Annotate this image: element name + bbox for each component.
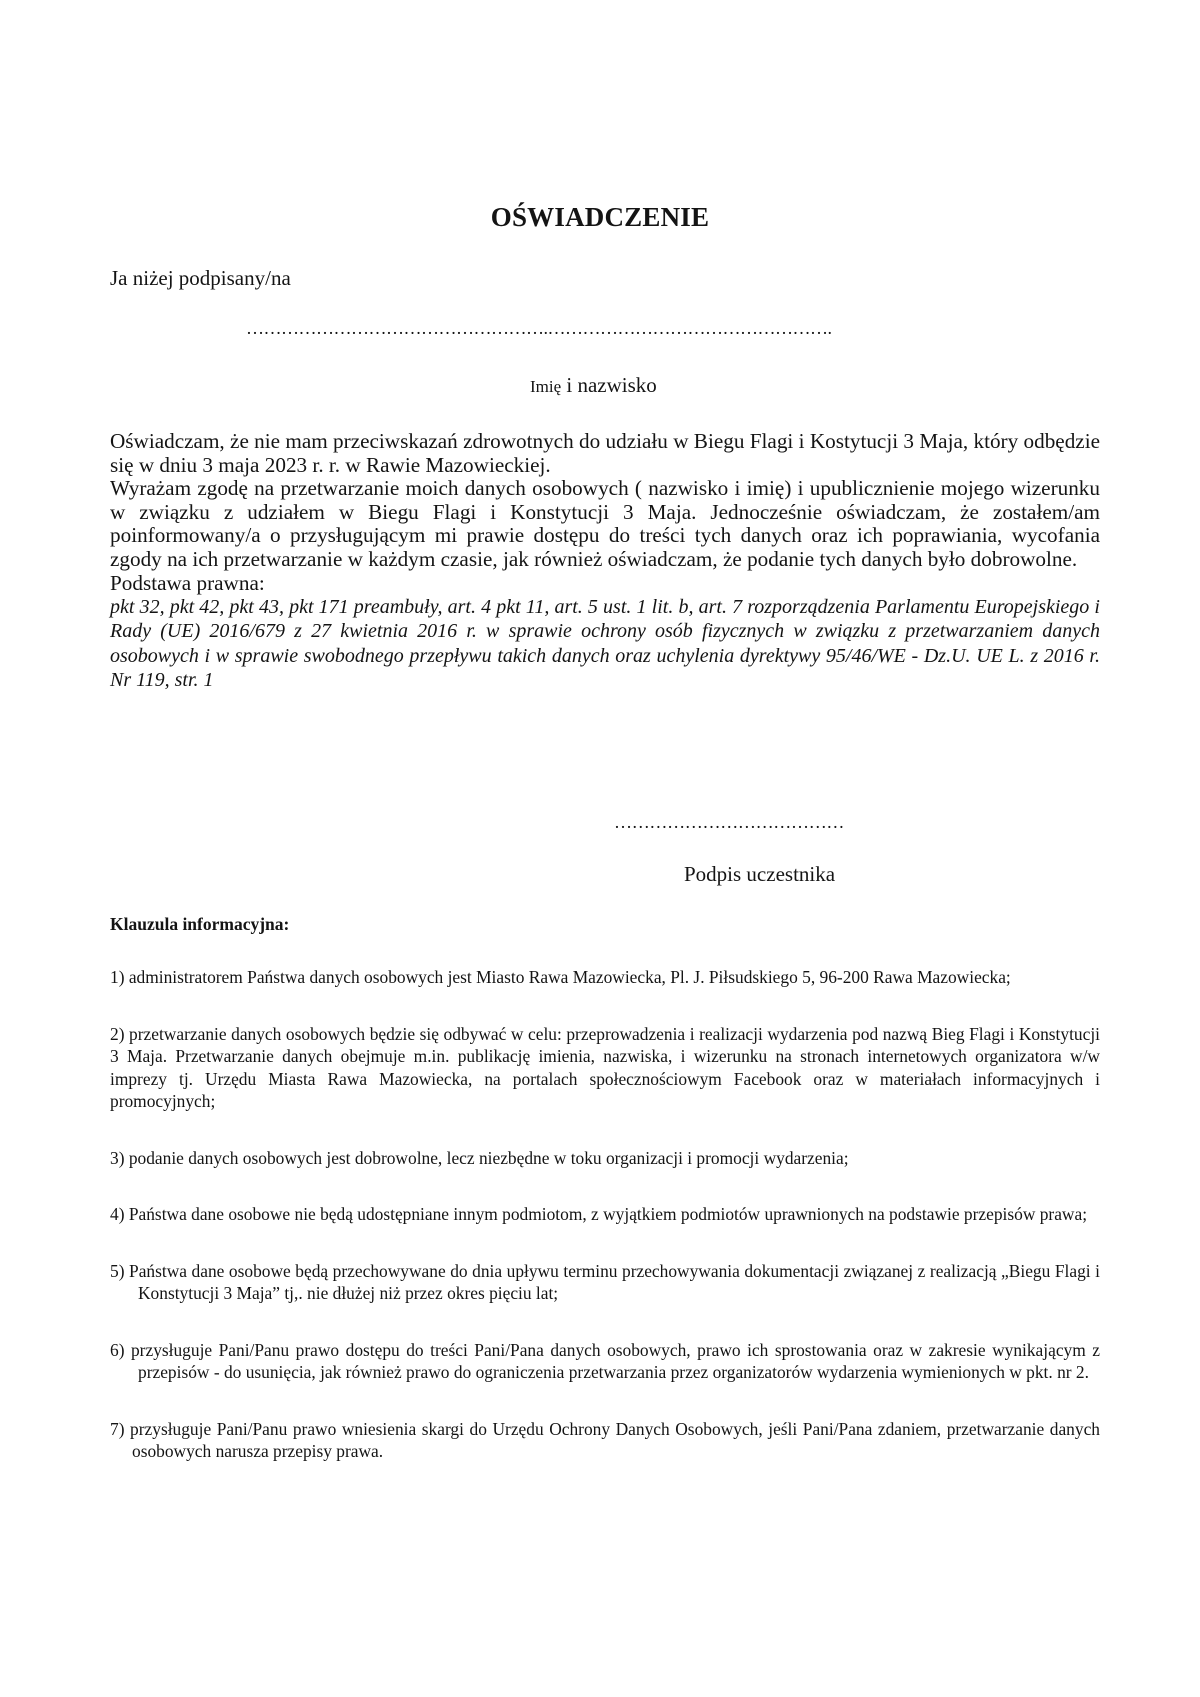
document-title: OŚWIADCZENIE	[490, 202, 710, 232]
legal-basis-text: pkt 32, pkt 42, pkt 43, pkt 171 preambuły, art. 4 pkt 11, art. 5 ust. 1 lit. b, art. 7 rozporządzenia Parlamentu Europejskiego i Rady (UE) 2016/679 z 27 kwietnia 2016 r. w sprawie ochrony osób fizycznych w związku z przetwarzaniem danych osobowych i w sprawie swobodnego przepływu takich danych oraz uchylenia dyrektywy 95/46/WE - Dz.U. UE L. z 2016 r. Nr 119, str. 1	[110, 596, 1100, 692]
clause-item-3: 3) podanie danych osobowych jest dobrowolne, lecz niezbędne w toku organizacji i promocji wydarzenia;	[110, 1147, 849, 1168]
intro-text: Ja niżej podpisany/na	[110, 266, 291, 290]
legal-basis-label: Podstawa prawna:	[110, 570, 265, 595]
clause-item-6: 6) przysługuje Pani/Panu prawo dostępu do treści Pani/Pana danych osobowych, prawo ich sprostowania oraz w zakresie wynikającym z przepisów - do usunięcia, jak również prawo do ograniczenia przetwarzania przez organizatorów wydarzenia wymienionych w pkt. nr 2.	[110, 1339, 1100, 1382]
clause-item-7: 7) przysługuje Pani/Panu prawo wniesienia skargi do Urzędu Ochrony Danych Osobowych, jeśli Pani/Pana zdaniem, przetwarzanie danych osobowych narusza przepisy prawa.	[110, 1418, 1100, 1461]
name-fill-line: …………………………………………….………………………………………….	[246, 318, 832, 338]
clause-item-2: 2) przetwarzanie danych osobowych będzie się odbywać w celu: przeprowadzenia i realizacji wydarzenia pod nazwą Bieg Flagi i Konstytucji 3 Maja. Przetwarzanie danych obejmuje m.in. publikację imienia, nazwiska, i wizerunku na stronach internetowych organizatora w/w imprezy tj. Urzędu Miasta Rawa Mazowiecka, na portalach społecznościowym Facebook oraz w materiałach informacyjnych i promocyjnych;	[110, 1023, 1100, 1111]
clause-list	[110, 966, 1100, 1463]
declaration-paragraph-consent: Wyrażam zgodę na przetwarzanie moich danych osobowych ( nazwisko i imię) i upublicznienie mojego wizerunku w związku z udziałem w Biegu Flagi i Konstytucji 3 Maja. Jednocześnie oświadczam, że zostałem/am poinformowany/a o przysługującym mi prawie dostępu do treści tych danych oraz ich poprawiania, wycofania zgody na ich przetwarzanie w każdym czasie, jak również oświadczam, że podanie tych danych było dobrowolne.	[110, 476, 1100, 571]
clause-item-5: 5) Państwa dane osobowe będą przechowywane do dnia upływu terminu przechowywania dokumentacji związanej z realizacją „Biegu Flagi i Konstytucji 3 Maja” tj,. nie dłużej niż przez okres pięciu lat;	[110, 1260, 1100, 1303]
declaration-paragraph-health: Oświadczam, że nie mam przeciwskazań zdrowotnych do udziału w Biegu Flagi i Kostytucji 3 Maja, który odbędzie się w dniu 3 maja 2023 r. r. w Rawie Mazowieckiej.	[110, 429, 1100, 477]
signature-fill-line: …………………………………	[614, 812, 845, 832]
clause-heading: Klauzula informacyjna:	[110, 914, 290, 934]
name-label-first: Imię	[530, 377, 562, 396]
clause-item-4: 4) Państwa dane osobowe nie będą udostępniane innym podmiotom, z wyjątkiem podmiotów uprawnionych na podstawie przepisów prawa;	[110, 1204, 1088, 1224]
declaration-section	[110, 430, 1100, 692]
signature-label: Podpis uczestnika	[684, 862, 836, 886]
clause-item-1: 1) administratorem Państwa danych osobowych jest Miasto Rawa Mazowiecka, Pl. J. Piłsudskiego 5, 96-200 Rawa Mazowiecka;	[110, 967, 1011, 987]
name-field-label	[530, 373, 657, 398]
name-label-rest: i nazwisko	[561, 373, 657, 397]
